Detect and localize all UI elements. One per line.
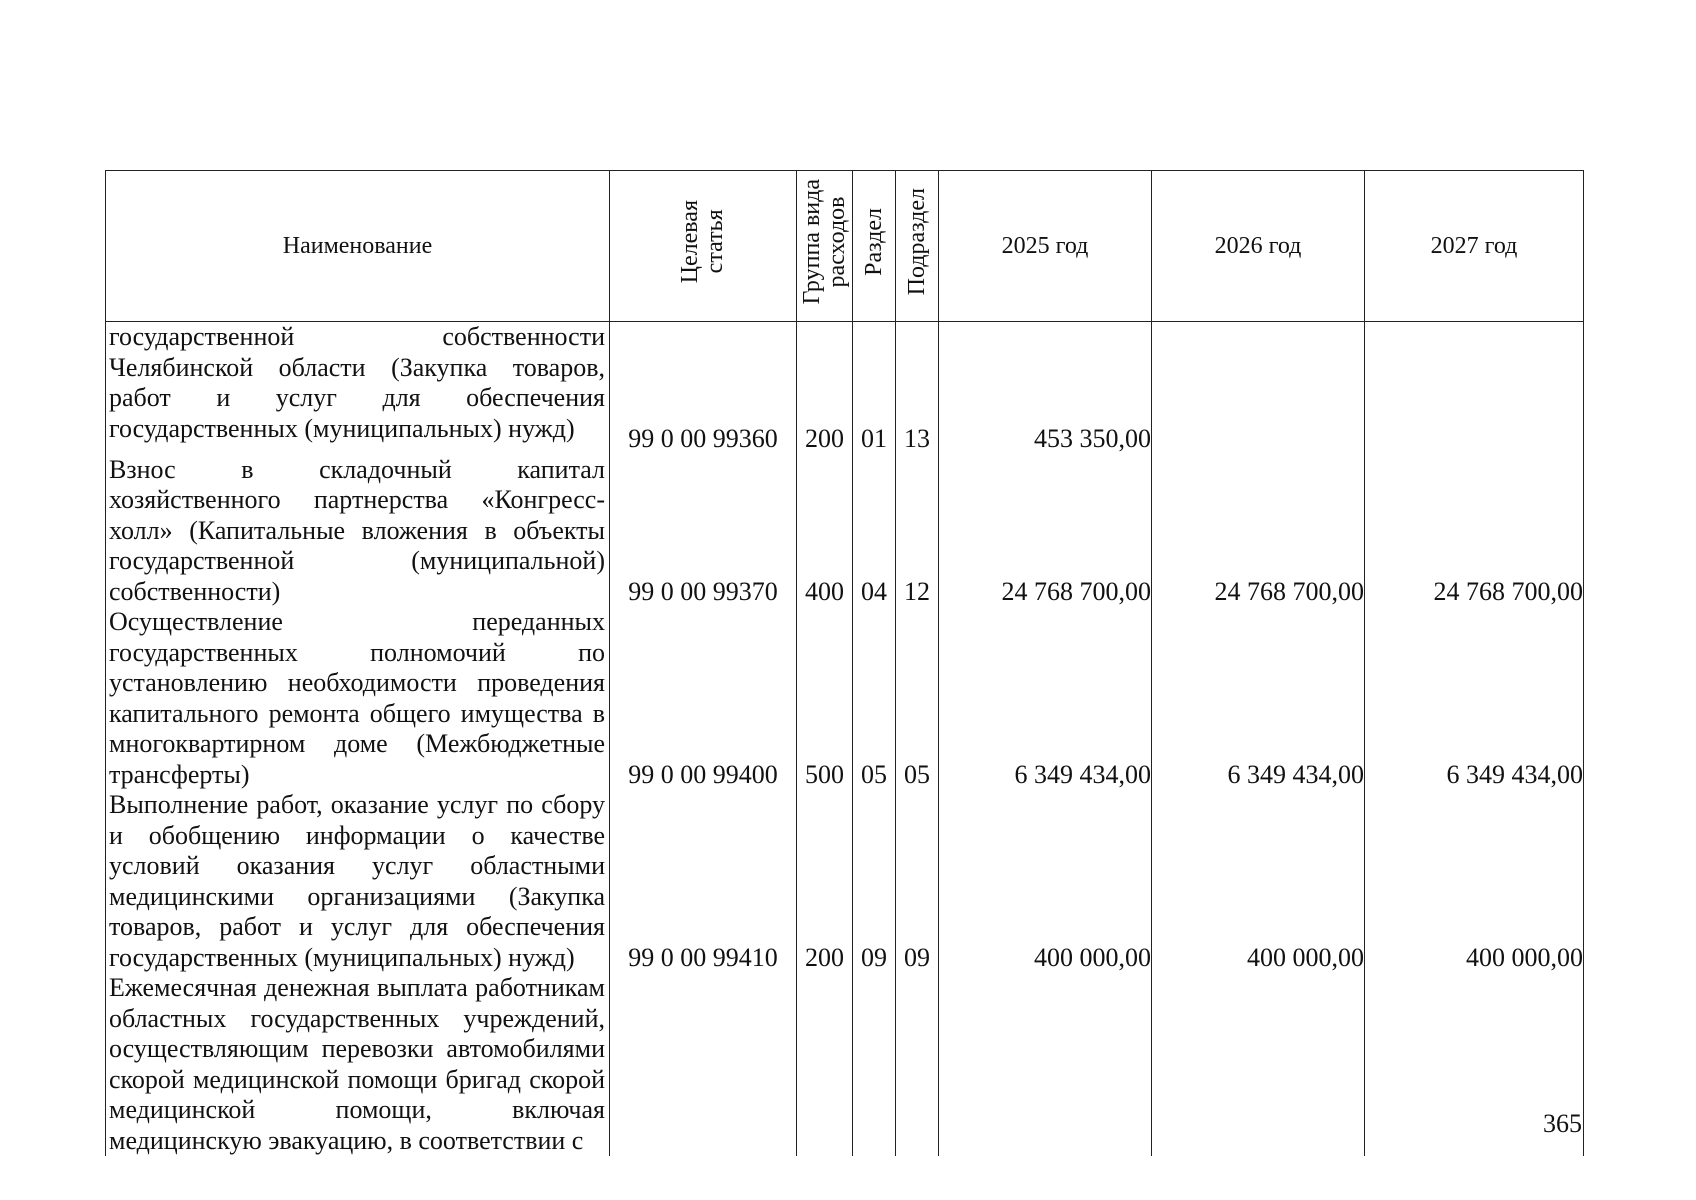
header-2027: 2027 год [1365, 171, 1584, 322]
row-amount-2025: 400 000,00 [939, 790, 1152, 973]
row-name: Выполнение работ, оказание услуг по сбору и обобщению информации о качестве условий оказания услуг областными медицинскими организациями (Закупка товаров, работ и услуг для обеспечения государственных (муниципальных) нужд) [106, 790, 610, 973]
row-section: 01 [853, 322, 896, 455]
header-2025: 2025 год [939, 171, 1152, 322]
header-name: Наименование [106, 171, 610, 322]
row-name: государственной собственности Челябинской области (Закупка товаров, работ и услуг для обеспечения государственных (муниципальных) нужд) [106, 322, 610, 455]
row-amount-2027: 24 768 700,00 [1365, 455, 1584, 608]
row-expense-group: 200 [797, 790, 853, 973]
row-expense-group [797, 973, 853, 1156]
row-subsection: 05 [896, 607, 939, 790]
row-expense-group: 400 [797, 455, 853, 608]
table-row [106, 607, 1584, 790]
row-target-article: 99 0 00 99360 [610, 322, 797, 455]
row-amount-2026: 6 349 434,00 [1152, 607, 1365, 790]
row-amount-2027 [1365, 322, 1584, 455]
row-section: 05 [853, 607, 896, 790]
row-target-article: 99 0 00 99410 [610, 790, 797, 973]
row-subsection: 09 [896, 790, 939, 973]
row-section: 04 [853, 455, 896, 608]
row-name: Осуществление переданных государственных полномочий по установлению необходимости проведения капитального ремонта общего имущества в многоквартирном доме (Межбюджетные трансферты) [106, 607, 610, 790]
row-section [853, 973, 896, 1156]
row-amount-2025: 6 349 434,00 [939, 607, 1152, 790]
budget-table [105, 170, 1584, 1156]
table-row [106, 455, 1584, 608]
row-target-article: 99 0 00 99400 [610, 607, 797, 790]
header-expense-group: Группа вида расходов [797, 171, 853, 322]
row-amount-2026: 24 768 700,00 [1152, 455, 1365, 608]
table-row [106, 322, 1584, 455]
page-number: 365 [1543, 1109, 1582, 1138]
row-amount-2026: 400 000,00 [1152, 790, 1365, 973]
row-target-article [610, 973, 797, 1156]
row-amount-2027: 400 000,00 [1365, 790, 1584, 973]
header-2026: 2026 год [1152, 171, 1365, 322]
header-section: Раздел [853, 171, 896, 322]
header-target-article: Целевая статья [610, 171, 797, 322]
row-amount-2025: 453 350,00 [939, 322, 1152, 455]
row-subsection: 13 [896, 322, 939, 455]
row-expense-group: 500 [797, 607, 853, 790]
row-subsection [896, 973, 939, 1156]
row-expense-group: 200 [797, 322, 853, 455]
row-amount-2027: 6 349 434,00 [1365, 607, 1584, 790]
header-subsection: Подраздел [896, 171, 939, 322]
row-subsection: 12 [896, 455, 939, 608]
row-amount-2025: 24 768 700,00 [939, 455, 1152, 608]
row-target-article: 99 0 00 99370 [610, 455, 797, 608]
table-row [106, 973, 1584, 1156]
row-section: 09 [853, 790, 896, 973]
row-amount-2025 [939, 973, 1152, 1156]
row-name: Ежемесячная денежная выплата работникам областных государственных учреждений, осуществляющим перевозки автомобилями скорой медицинской помощи бригад скорой медицинской помощи, включая медицинскую эвакуацию, в соответствии с [106, 973, 610, 1156]
row-amount-2026 [1152, 973, 1365, 1156]
table-row [106, 790, 1584, 973]
row-name: Взнос в складочный капитал хозяйственного партнерства «Конгресс-холл» (Капитальные вложения в объекты государственной (муниципальной) собственности) [106, 455, 610, 608]
row-amount-2026 [1152, 322, 1365, 455]
table-header-row [106, 171, 1584, 322]
